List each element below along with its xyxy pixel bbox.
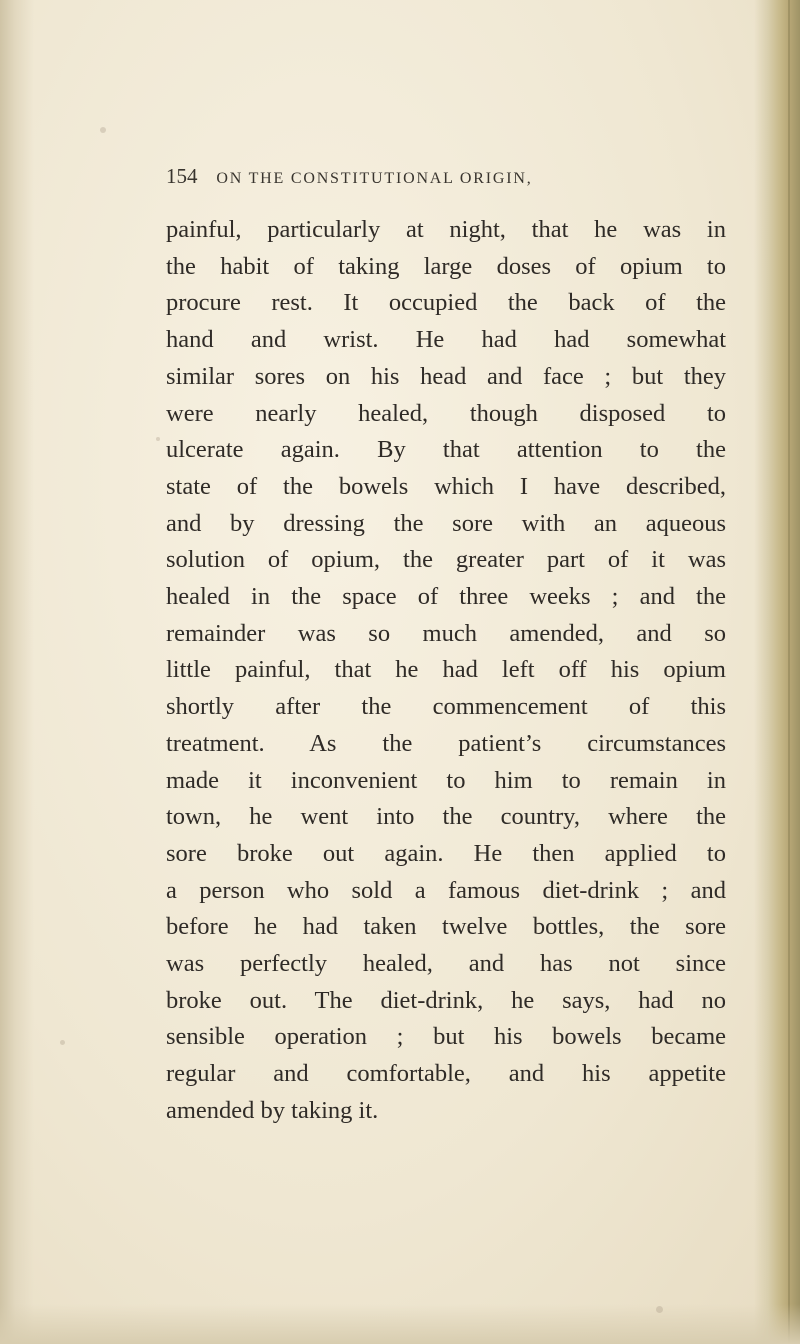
text-line: similar sores on his head and face ; but they bbox=[166, 362, 726, 390]
page-number: 154 bbox=[166, 164, 198, 188]
text-line: a person who sold a famous diet-drink ; and bbox=[166, 876, 726, 904]
text-line: made it inconvenient to him to remain in bbox=[166, 766, 726, 794]
page-edge-right bbox=[754, 0, 800, 1344]
foxing-spot bbox=[156, 437, 160, 441]
page-edge-line bbox=[788, 0, 790, 1344]
text-line: sore broke out again. He then applied to bbox=[166, 839, 726, 867]
text-line: painful, particularly at night, that he was in bbox=[166, 216, 726, 243]
running-head-title: ON THE CONSTITUTIONAL ORIGIN, bbox=[216, 170, 533, 187]
text-line: and by dressing the sore with an aqueous bbox=[166, 509, 726, 537]
text-line: solution of opium, the greater part of it was bbox=[166, 546, 726, 574]
text-line: treatment. As the patient’s circumstances bbox=[166, 729, 726, 757]
text-line: shortly after the commencement of this bbox=[166, 693, 726, 721]
text-line: little painful, that he had left off his opium bbox=[166, 656, 726, 684]
foxing-spot bbox=[60, 1040, 65, 1045]
text-line: regular and comfortable, and his appetite bbox=[166, 1060, 726, 1088]
foxing-spot bbox=[656, 1306, 663, 1313]
text-line: ulcerate again. By that attention to the bbox=[166, 436, 726, 464]
binding-shadow bbox=[0, 0, 34, 1344]
foxing-spot bbox=[100, 127, 106, 133]
text-line-last: amended by taking it. bbox=[166, 1096, 379, 1124]
body-paragraph bbox=[166, 212, 726, 1130]
text-line: town, he went into the country, where the bbox=[166, 803, 726, 831]
text-line: before he had taken twelve bottles, the sore bbox=[166, 913, 726, 941]
text-line: were nearly healed, though disposed to bbox=[166, 399, 726, 427]
text-line: procure rest. It occupied the back of the bbox=[166, 289, 726, 317]
page-edge-bottom bbox=[0, 1304, 800, 1344]
text-line: the habit of taking large doses of opium to bbox=[166, 252, 726, 280]
text-line: remainder was so much amended, and so bbox=[166, 619, 726, 647]
text-line: state of the bowels which I have described, bbox=[166, 472, 726, 500]
text-line: hand and wrist. He had had somewhat bbox=[166, 326, 726, 354]
text-line: healed in the space of three weeks ; and the bbox=[166, 583, 726, 611]
text-line: broke out. The diet-drink, he says, had no bbox=[166, 986, 726, 1014]
text-line: was perfectly healed, and has not since bbox=[166, 950, 726, 978]
text-line: sensible operation ; but his bowels became bbox=[166, 1023, 726, 1051]
running-head bbox=[166, 164, 686, 194]
